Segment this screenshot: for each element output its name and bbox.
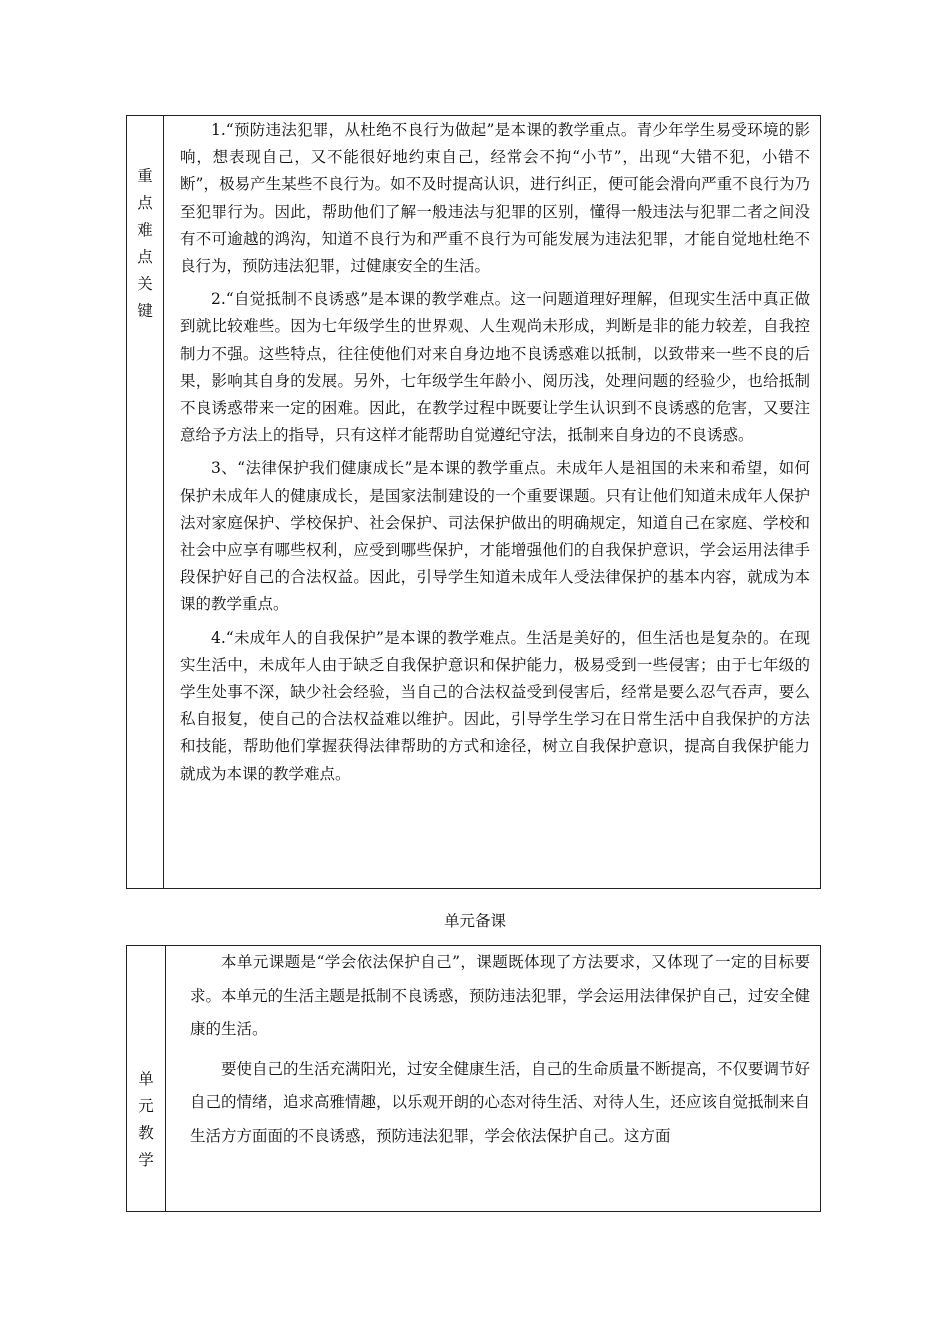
side-char: 点 [137, 194, 153, 212]
side-char: 关 [137, 275, 153, 293]
side-char: 点 [137, 248, 153, 266]
key-points-content [164, 116, 820, 788]
side-char: 学 [138, 1151, 154, 1169]
key-points-table [126, 115, 821, 889]
side-char: 元 [138, 1097, 154, 1115]
unit-teaching-content [166, 946, 820, 1153]
side-char: 重 [137, 167, 153, 185]
paragraph: 4.“未成年人的自我保护”是本课的教学难点。生活是美好的，但生活也是复杂的。在现实生活中，未成年人由于缺乏自我保护意识和保护能力，极易受到一些侵害；由于七年级的学生处事不深，缺少社会经验，当自己的合法权益受到侵害后，经常是要么忍气吞声，要么私自报复，使自己的合法权益难以维护。因此，引导学生学习在日常生活中自我保护的方法和技能，帮助他们掌握获得法律帮助的方式和途径，树立自我保护意识，提高自我保护能力就成为本课的教学难点。 [180, 628, 810, 783]
paragraph: 本单元课题是“学会依法保护自己”，课题既体现了方法要求，又体现了一定的目标要求。本单元的生活主题是抵制不良诱惑，预防违法犯罪，学会运用法律保护自己，过安全健康的生活。 [190, 953, 811, 1038]
unit-teaching-side-cell [127, 946, 166, 1212]
key-points-side-label [127, 163, 163, 325]
unit-teaching-content-cell [166, 946, 821, 1212]
paragraph: 要使自己的生活充满阳光，过安全健康生活，自己的生命质量不断提高，不仅要调节好自己的情绪，追求高雅情趣，以乐观开朗的心态对待生活、对待人生，还应该自觉抵制来自生活方方面面的不良诱惑，预防违法犯罪，学会依法保护自己。这方面 [190, 1059, 811, 1145]
unit-teaching-table [126, 945, 821, 1212]
key-points-side-cell [127, 116, 164, 889]
section-title: 单元备课 [443, 912, 506, 930]
key-points-content-cell [164, 116, 821, 889]
side-char: 难 [137, 221, 153, 239]
side-char: 教 [138, 1124, 154, 1142]
paragraph: 2.“自觉抵制不良诱惑”是本课的教学难点。这一问题道理好理解，但现实生活中真正做到就比较难些。因为七年级学生的世界观、人生观尚未形成，判断是非的能力较差，自我控制力不强。这些特点，往往使他们对来自身边地不良诱惑难以抵制，以致带来一些不良的后果，影响其自身的发展。另外，七年级学生年龄小、阅历浅，处理问题的经验少，也给抵制不良诱惑带来一定的困难。因此，在教学过程中既要让学生认识到不良诱惑的危害，又要注意给予方法上的指导，只有这样才能帮助自觉遵纪守法，抵制来自身边的不良诱惑。 [180, 290, 810, 445]
paragraph: 3、“法律保护我们健康成长”是本课的教学重点。未成年人是祖国的未来和希望，如何保护未成年人的健康成长，是国家法制建设的一个重要课题。只有让他们知道未成年人保护法对家庭保护、学校保护、社会保护、司法保护做出的明确规定，知道自己在家庭、学校和社会中应享有哪些权利，应受到哪些保护，才能增强他们的自我保护意识，学会运用法律手段保护好自己的合法权益。因此，引导学生知道未成年人受法律保护的基本内容，就成为本课的教学重点。 [180, 459, 810, 614]
side-char: 单 [138, 1070, 154, 1088]
unit-teaching-side-label [127, 1066, 165, 1174]
side-char: 键 [137, 302, 153, 320]
paragraph: 1.“预防违法犯罪，从杜绝不良行为做起”是本课的教学重点。青少年学生易受环境的影响，想表现自己，又不能很好地约束自己，经常会不拘“小节”，出现“大错不犯，小错不断”，极易产生某些不良行为。如不及时提高认识，进行纠正，便可能会滑向严重不良行为乃至犯罪行为。因此，帮助他们了解一般违法与犯罪的区别，懂得一般违法与犯罪二者之间没有不可逾越的鸿沟，知道不良行为和严重不良行为可能发展为违法犯罪，才能自觉地杜绝不良行为，预防违法犯罪，过健康安全的生活。 [180, 121, 810, 276]
